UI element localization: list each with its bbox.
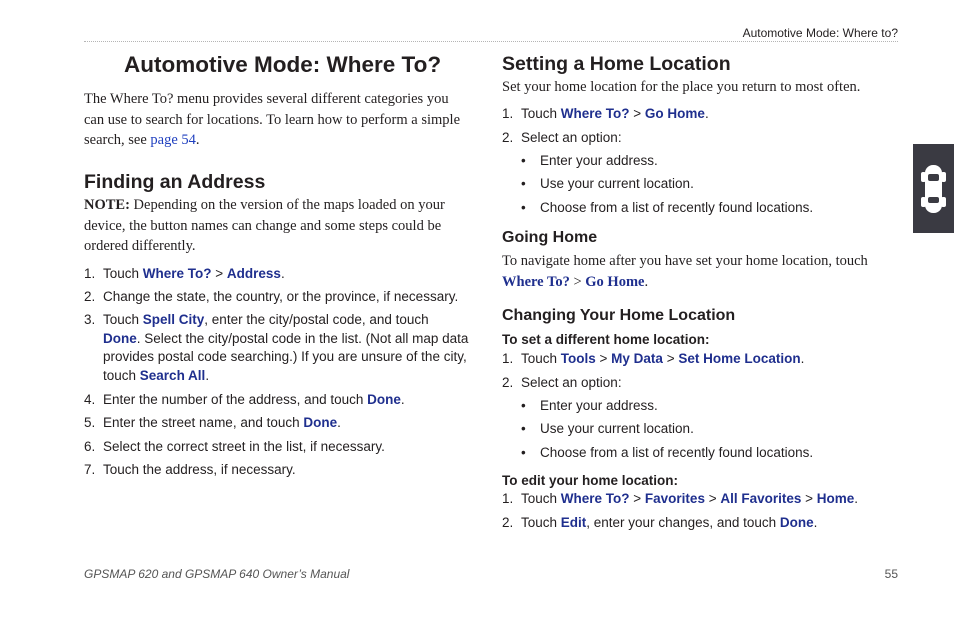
step-item [84,438,469,457]
going-home-heading: Going Home [502,229,598,246]
step-item [502,105,898,124]
button-reference: Set Home Location [678,351,801,366]
step-number: 1. [502,351,514,366]
step-item [84,311,469,385]
step-item [502,514,898,533]
step-text [521,374,898,393]
option-item [521,420,694,439]
step-item [502,129,898,148]
option-text: Use your current location. [540,421,694,436]
edit-home-heading: To edit your home location: [502,473,679,488]
step-text [521,490,898,509]
path-separator: > [569,273,586,290]
button-reference: My Data [611,351,663,366]
step-text-run: Enter the number of the address, and touch [103,392,368,407]
step-number: 1. [502,106,514,121]
step-text-run: , enter your changes, and touch [586,515,780,530]
step-text [521,350,898,369]
button-reference: Tools [560,351,596,366]
step-text [103,461,469,480]
step-item [84,461,469,480]
step-number: 1. [84,266,96,281]
going-home-end: . [644,273,649,290]
step-text-run: . [400,392,405,407]
button-reference: Where To? [142,266,212,281]
step-text-run: . [704,106,709,121]
option-text: Enter your address. [540,153,658,168]
step-text-run: . Select the city/postal code in the list. (Not all map data provides postal code searching.) If you are unsure of the city, touch [103,330,469,383]
step-text [103,391,469,410]
step-text [521,129,898,148]
button-reference: Spell City [142,312,205,327]
note-paragraph [84,195,469,257]
car-icon [920,160,947,218]
button-reference: Edit [560,515,587,530]
where-to-ref: Where To? [502,273,570,290]
step-number: 5. [84,415,96,430]
step-text-run: > [629,106,645,121]
going-home-paragraph [502,251,898,292]
step-text-run: Touch [521,351,561,366]
bullet-dot: • [521,421,526,436]
page-title: Automotive Mode: Where To? [124,52,442,77]
option-text: Enter your address. [540,398,658,413]
note-label: NOTE: [84,197,130,213]
go-home-ref: Go Home [585,273,645,290]
button-reference: Done [303,415,338,430]
page-54-link[interactable]: page 54 [150,132,196,148]
changing-home-heading: Changing Your Home Location [502,307,736,324]
step-number: 2. [502,130,514,145]
step-text-run: . [813,515,818,530]
bullet-dot: • [521,445,526,460]
button-reference: Favorites [644,491,705,506]
step-number: 7. [84,462,96,477]
button-reference: Where To? [560,491,630,506]
header-rule [84,41,898,42]
button-reference: All Favorites [720,491,802,506]
button-reference: Done [103,330,137,346]
step-item [502,490,898,509]
step-text-run: Touch [521,491,561,506]
intro-end: . [195,132,200,148]
bullet-dot: • [521,153,526,168]
footer-page-number: 55 [884,567,898,581]
button-reference: Search All [139,367,206,383]
step-text-run: Touch [103,266,143,281]
step-text-run: . [854,491,859,506]
step-text [103,414,469,433]
step-number: 1. [502,491,514,506]
option-item [521,397,658,416]
note-text: Depending on the version of the maps loaded on your device, the button names can change and some steps could be ordered differently. [84,197,445,254]
home-location-heading: Setting a Home Location [502,53,731,75]
button-reference: Where To? [560,106,630,121]
step-text-run: Touch [521,106,561,121]
button-reference: Home [816,491,855,506]
step-text-run: . [800,351,805,366]
step-text-run: Enter the street name, and touch [103,415,304,430]
option-item [521,444,813,463]
bullet-dot: • [521,176,526,191]
button-reference: Address [226,266,281,281]
button-reference: Go Home [644,106,705,121]
step-item [84,414,469,433]
footer-manual-title: GPSMAP 620 and GPSMAP 640 Owner’s Manual [84,567,350,581]
intro-paragraph [84,89,469,151]
step-text-run: Select an option: [521,375,622,390]
step-text-run: , enter the city/postal code, and touch [204,312,429,327]
step-text-run: > [211,266,227,281]
option-item [521,152,658,171]
home-intro: Set your home location for the place you return to most often. [502,79,861,95]
step-item [502,350,898,369]
step-text [103,311,469,385]
step-text-run: > [662,351,679,366]
going-home-text: To navigate home after you have set your home location, touch [502,253,868,269]
step-number: 4. [84,392,96,407]
running-head: Automotive Mode: Where to? [742,26,898,40]
step-text-run: . [205,367,210,383]
option-item [521,199,813,218]
option-text: Choose from a list of recently found locations. [540,445,814,460]
step-item [84,288,469,307]
chapter-tab [913,144,954,233]
set-different-heading: To set a different home location: [502,332,710,347]
step-number: 2. [502,515,514,530]
bullet-dot: • [521,398,526,413]
step-text-run: Select the correct street in the list, if necessary. [103,439,385,454]
step-text-run: > [629,491,645,506]
step-text [521,514,898,533]
step-text-run: > [704,491,721,506]
button-reference: Done [367,392,401,407]
step-text-run: Select an option: [521,130,622,145]
option-text: Use your current location. [540,176,694,191]
option-item [521,175,694,194]
step-text-run: . [280,266,285,281]
step-text-run: . [337,415,341,430]
step-text [521,105,898,124]
step-text [103,438,469,457]
bullet-dot: • [521,200,526,215]
option-text: Choose from a list of recently found locations. [540,200,814,215]
step-text-run: > [595,351,612,366]
button-reference: Done [779,515,814,530]
step-item [502,374,898,393]
step-item [84,265,469,284]
step-text-run: > [801,491,817,506]
step-number: 6. [84,439,96,454]
step-number: 2. [84,289,96,304]
step-text-run: Touch [521,515,561,530]
step-text-run: Change the state, the country, or the province, if necessary. [103,289,459,304]
step-text-run: Touch the address, if necessary. [103,462,296,477]
step-number: 2. [502,375,514,390]
step-text [103,265,469,284]
finding-address-heading: Finding an Address [84,171,266,193]
step-item [84,391,469,410]
step-text [103,288,469,307]
step-text-run: Touch [103,312,143,327]
intro-text: The Where To? menu provides several different categories you can use to search for locations. To learn how to perform a simple search, see [84,91,461,148]
step-number: 3. [84,312,96,327]
